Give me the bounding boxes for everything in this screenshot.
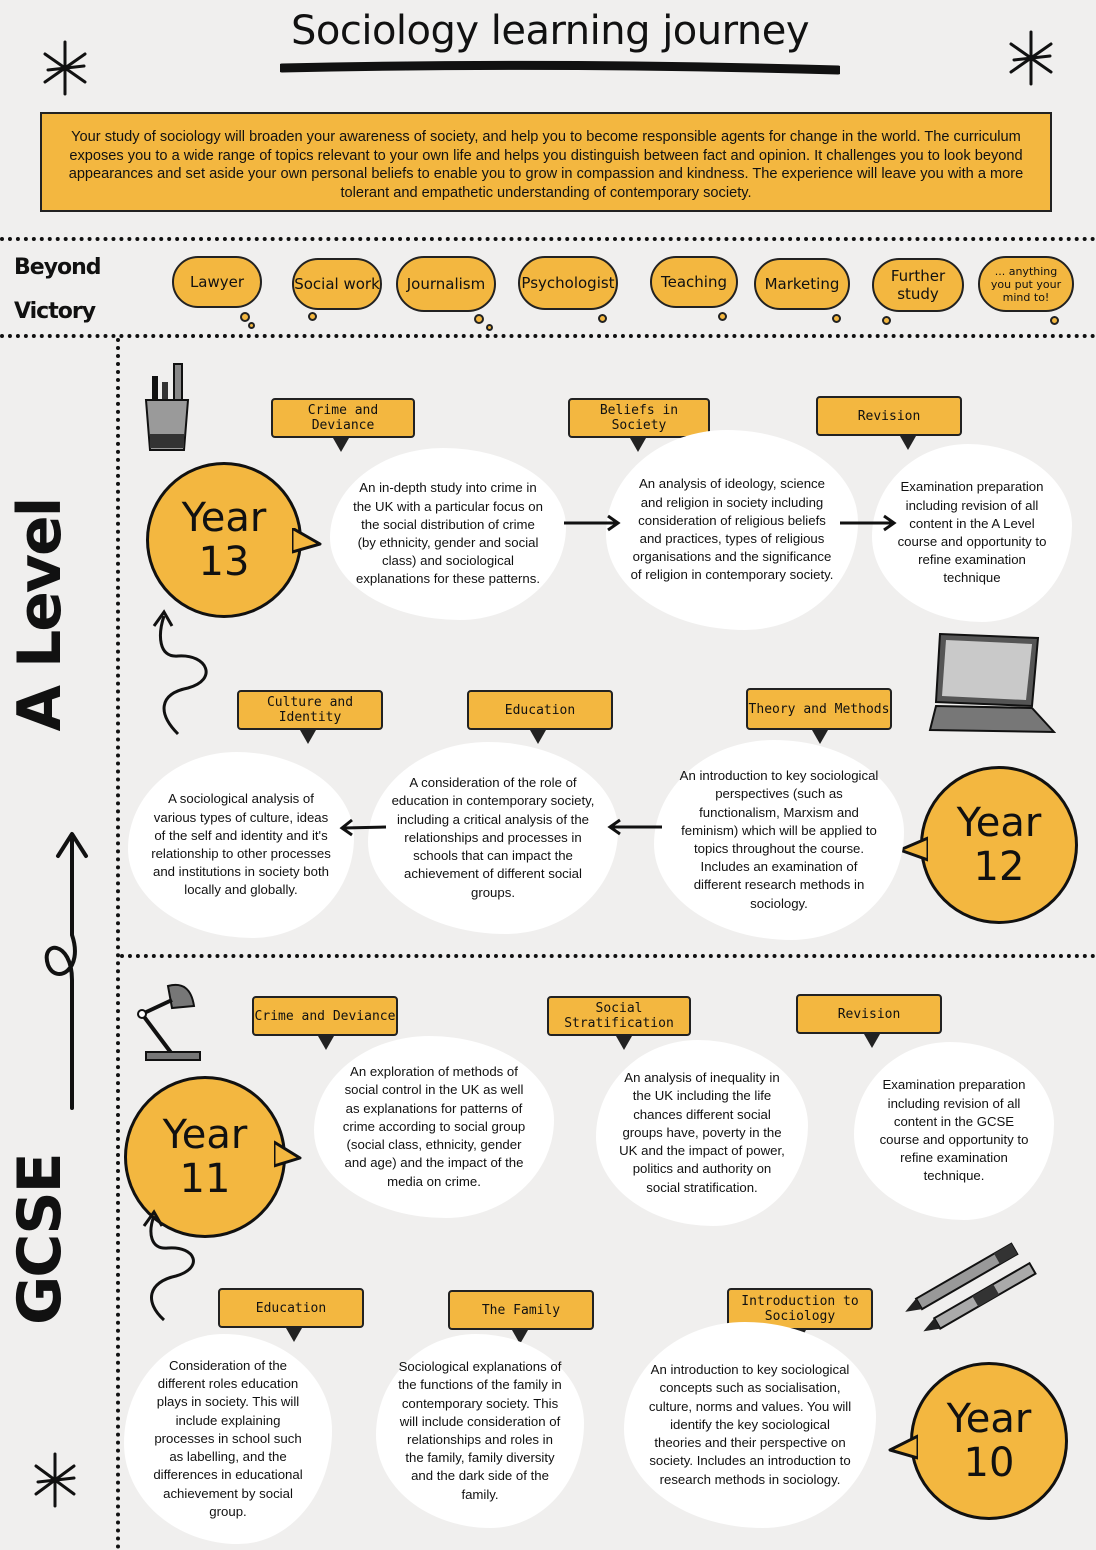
page-title: Sociology learning journey xyxy=(290,8,809,54)
year-word: Year xyxy=(946,1396,1032,1442)
divider xyxy=(0,237,1096,241)
year-number: 10 xyxy=(963,1440,1015,1486)
star-doodle-icon xyxy=(1006,30,1056,86)
topic-text: An introduction to key sociological concepts such as socialisation, culture, norms and values. You will identify the key sociological theories and their perspective on society. Includes an introduction to research methods in sociology. xyxy=(624,1322,876,1528)
title-underline xyxy=(280,60,840,76)
timeline-divider xyxy=(116,338,120,1550)
year-10-badge xyxy=(910,1362,1068,1520)
tag-culture-identity: Culture and Identity xyxy=(237,690,383,730)
year-word: Year xyxy=(956,800,1042,846)
tag-the-family: The Family xyxy=(448,1290,594,1330)
year-number: 13 xyxy=(198,539,250,585)
intro-panel: Your study of sociology will broaden your awareness of society, and help you to become responsible agents for change in the world. The curriculum exposes you to a wide range of topics relevant to your own life and helps you distinguish between fact and opinion. It challenges you to look beyond appearances and set aside your own personal beliefs to enable you to grow in compassion and kindness. The experience will leave you with a more tolerant and empathetic understanding of contemporary society. xyxy=(40,112,1052,212)
pencil-cup-icon xyxy=(142,362,192,454)
tag-education: Education xyxy=(467,690,613,730)
year-word: Year xyxy=(181,495,267,541)
tag-social-stratification: Social Stratification xyxy=(547,996,691,1036)
topic-text: Sociological explanations of the functions of the family in contemporary society. This will include consideration of relationships and roles in the family, family diversity and the dark side of the family. xyxy=(376,1334,584,1528)
tag-tail xyxy=(318,1036,334,1050)
tag-tail xyxy=(864,1034,880,1048)
thought-dot xyxy=(832,314,841,323)
topic-text: An exploration of methods of social control in the UK as well as explanations for patterns of crime according to social group (social class, ethnicity, gender and age) and the impact of the media on crime. xyxy=(314,1036,554,1218)
topic-text: An analysis of ideology, science and religion in society including consideration of religious beliefs and practices, types of religious organisations and the significance of religion in contemporary society. xyxy=(606,430,858,630)
squiggle-arrow-icon xyxy=(140,1206,206,1322)
career-further-study: Further study xyxy=(872,258,964,312)
tag-tail xyxy=(333,438,349,452)
tag-crime-deviance: Crime and Deviance xyxy=(252,996,398,1036)
thought-dot xyxy=(308,312,317,321)
tag-beliefs-in-society: Beliefs in Society xyxy=(568,398,710,438)
star-doodle-icon xyxy=(40,40,90,96)
career-journalism: Journalism xyxy=(396,256,496,312)
topic-text: Examination preparation including revision of all content in the A Level course and opportunity to refine examination technique xyxy=(872,444,1072,622)
desk-lamp-icon xyxy=(128,980,204,1062)
career-social-work: Social work xyxy=(292,258,382,310)
thought-dot xyxy=(486,324,493,331)
divider xyxy=(0,334,1096,338)
tag-tail xyxy=(286,1328,302,1342)
thought-dot xyxy=(474,314,484,324)
year-number: 12 xyxy=(973,844,1025,890)
laptop-icon xyxy=(928,632,1056,736)
section-divider xyxy=(120,954,1096,958)
tag-revision: Revision xyxy=(816,396,962,436)
year-13-badge xyxy=(146,462,302,618)
topic-text: A sociological analysis of various types of culture, ideas of the self and identity and it's relationship to other processes and institutions in society both locally and globally. xyxy=(128,752,354,938)
speech-tail xyxy=(888,1434,918,1460)
tag-tail xyxy=(300,730,316,744)
year-word: Year xyxy=(162,1112,248,1158)
topic-text: A consideration of the role of education in contemporary society, including a critical analysis of the relationships and processes in schools that can impact the achievement of different social groups. xyxy=(368,742,618,934)
topic-text: Consideration of the different roles education plays in society. This will include explaining processes in school such as labelling, and the differences in educational achievement by social group. xyxy=(124,1334,332,1544)
topic-text: An in-depth study into crime in the UK with a particular focus on the social distribution of crime (by ethnicity, gender and social class) and sociological explanations for these patterns. xyxy=(330,448,566,620)
beyond-victory-heading xyxy=(14,246,101,334)
a-level-label: A Level xyxy=(5,498,75,732)
speech-tail xyxy=(292,528,322,554)
gcse-label: GCSE xyxy=(5,1154,75,1325)
tag-crime-deviance: Crime and Deviance xyxy=(271,398,415,438)
arrow-right-icon xyxy=(838,512,898,534)
topic-text: Examination preparation including revision of all content in the GCSE course and opportunity to refine examination technique. xyxy=(854,1042,1054,1220)
thought-dot xyxy=(718,312,727,321)
timeline-arrow-icon xyxy=(20,820,100,1110)
thought-dot xyxy=(248,322,255,329)
thought-dot xyxy=(882,316,891,325)
arrow-left-icon xyxy=(338,816,388,838)
topic-text: An analysis of inequality in the UK including the life chances different social groups have, poverty in the UK and the impact of power, politics and authority on social stratification. xyxy=(596,1040,808,1226)
year-12-badge xyxy=(920,766,1078,924)
pens-icon xyxy=(898,1240,1058,1332)
tag-theory-methods: Theory and Methods xyxy=(746,688,892,730)
tag-tail xyxy=(812,730,828,744)
tag-revision: Revision xyxy=(796,994,942,1034)
tag-tail xyxy=(630,438,646,452)
arrow-right-icon xyxy=(562,512,622,534)
squiggle-arrow-icon xyxy=(148,604,218,736)
thought-dot xyxy=(1050,316,1059,325)
career-marketing: Marketing xyxy=(754,258,850,310)
career-psychologist: Psychologist xyxy=(518,256,618,310)
thought-dot xyxy=(598,314,607,323)
thought-dot xyxy=(240,312,250,322)
arrow-left-icon xyxy=(606,816,664,838)
topic-text: An introduction to key sociological perspectives (such as functionalism, Marxism and feminism) which will be applied to topics throughout the course. Includes an examination of different research methods in sociology. xyxy=(654,740,904,940)
speech-tail xyxy=(274,1140,302,1168)
career-anything: ... anything you put your mind to! xyxy=(978,256,1074,312)
career-lawyer: Lawyer xyxy=(172,256,262,308)
tag-tail xyxy=(530,730,546,744)
beyond-line: Beyond xyxy=(14,255,101,280)
tag-education: Education xyxy=(218,1288,364,1328)
victory-line: Victory xyxy=(14,299,96,324)
tag-tail xyxy=(616,1036,632,1050)
career-teaching: Teaching xyxy=(650,256,738,308)
star-doodle-icon xyxy=(32,1452,78,1508)
tag-tail xyxy=(900,436,916,450)
year-number: 11 xyxy=(179,1156,231,1202)
tag-intro-sociology: Introduction to Sociology xyxy=(727,1288,873,1330)
